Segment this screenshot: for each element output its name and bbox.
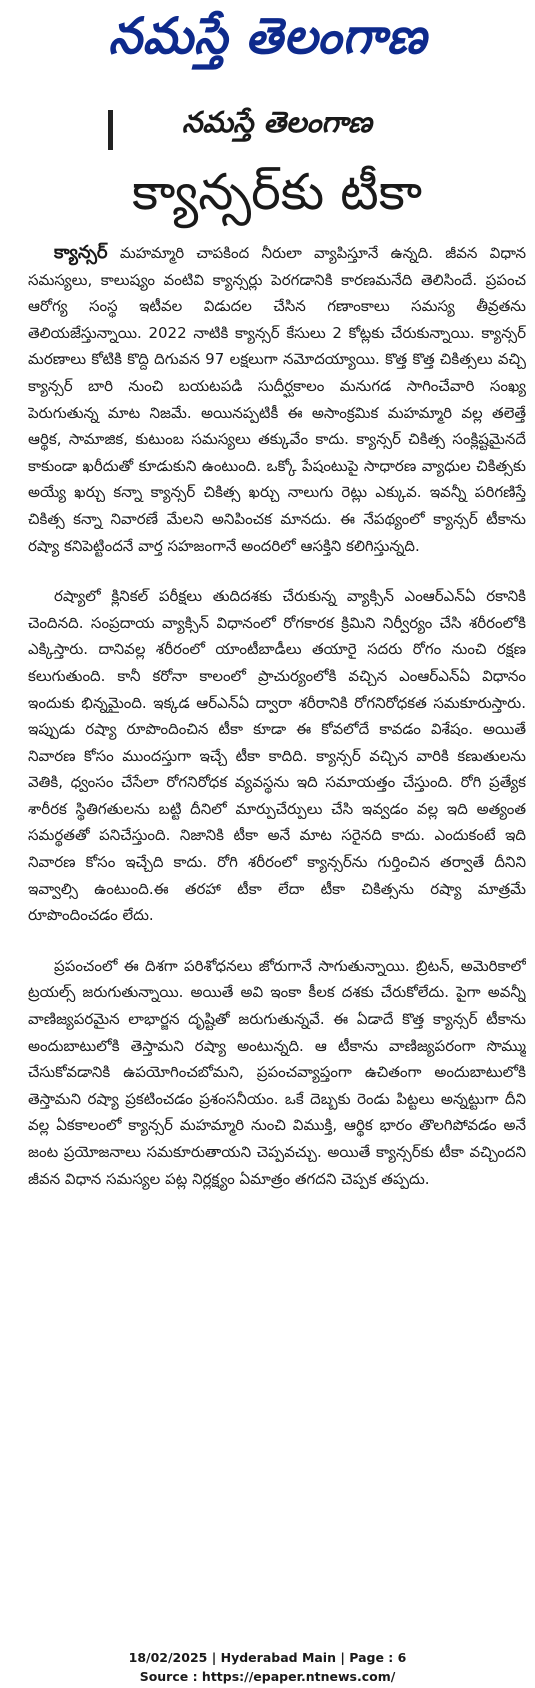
footer-edition-info: 18/02/2025 | Hyderabad Main | Page : 6 bbox=[128, 1650, 407, 1665]
article-headline bbox=[28, 158, 526, 238]
footer-source-link[interactable]: Source : https://epaper.ntnews.com/ bbox=[139, 1669, 396, 1684]
article-paragraph-3: ప్రపంచంలో ఈ దిశగా పరిశోధనలు జోరుగానే సాగుతున్నాయి. బ్రిటన్, అమెరికాలో ట్రయల్స్ జరుగుతున్నాయి. అయితే అవి ఇంకా కీలక దశకు చేరుకోలేదు. పైగా అవన్నీ వాణిజ్యపరమైన లాభార్జన దృష్టితో జరుగుతున్నవే. ఈ ఏడాదే కొత్త క్యాన్సర్ టీకాను అందుబాటులోకి తెస్తామని రష్యా అంటున్నది. ఆ టీకాను వాణిజ్యపరంగా సొమ్ము చేసుకోవడానికి ఉపయోగించబోమని, ప్రపంచవ్యాప్తంగా ఉచితంగా అందుబాటులోకి తెస్తామని రష్యా ప్రకటించడం ప్రశంసనీయం. ఒకే దెబ్బకు రెండు పిట్టలు అన్నట్టుగా దీని వల్ల ఏకకాలంలో క్యాన్సర్ మహమ్మారి నుంచి విముక్తి, ఆర్థిక భారం తొలగిపోవడం అనే జంట ప్రయోజనాలు సమకూరుతాయని చెప్పవచ్చు. అయితే క్యాన్సర్‌కు టీకా వచ్చిందని జీవన విధాన సమస్యల పట్ల నిర్లక్ష్యం ఏమాత్రం తగదని చెప్పక తప్పదు. bbox=[28, 956, 526, 1188]
article-body bbox=[28, 240, 526, 1192]
article-paragraph-1-text: మహమ్మారి చాపకింద నీరులా వ్యాపిస్తూనే ఉన్నది. జీవన విధాన సమస్యలు, కాలుష్యం వంటివి క్యాన్సర్లు పెరగడానికి కారణమనేది తెలిసిందే. ప్రపంచ ఆరోగ్య సంస్థ ఇటీవల విడుదల చేసిన గణాంకాలు సమస్య తీవ్రతను తెలియజేస్తున్నాయి. 2022 నాటికి క్యాన్సర్ కేసులు 2 కోట్లకు చేరుకున్నాయి. క్యాన్సర్ మరణాలు కోటికి కొద్ది దిగువన 97 లక్షలుగా నమోదయ్యాయి. కొత్త కొత్త చికిత్సలు వచ్చి క్యాన్సర్ బారి నుంచి బయటపడి సుదీర్ఘకాలం మనుగడ సాగించేవారి సంఖ్య పెరుగుతున్న మాట నిజమే. అయినప్పటికీ ఈ అసాంక్రమిక మహమ్మారి వల్ల తలెత్తే ఆర్థిక, సామాజిక, కుటుంబ సమస్యలు తక్కువేం కాదు. క్యాన్సర్ చికిత్స సంక్లిష్టమైనదే కాకుండా ఖరీదుతో కూడుకుని ఉంటుంది. ఒక్కో పేషంటుపై సాధారణ వ్యాధుల చికిత్సకు అయ్యే ఖర్చు కన్నా క్యాన్సర్ చికిత్స ఖర్చు నాలుగు రెట్లు ఎక్కువ. ఇవన్నీ పరిగణిస్తే చికిత్స కన్నా నివారణే మేలని అనిపించక మానదు. ఈ నేపథ్యంలో క్యాన్సర్ టీకాను రష్యా కనిపెట్టిందనే వార్త సహజంగానే అందరిలో ఆసక్తిని కలిగిస్తున్నది. bbox=[28, 244, 526, 555]
news-clipping bbox=[28, 100, 526, 1645]
article-paragraph-2: రష్యాలో క్లినికల్ పరీక్షలు తుదిదశకు చేరుకున్న వ్యాక్సిన్ ఎంఆర్ఎన్ఏ రకానికి చెందినది. సంప్రదాయ వ్యాక్సిన్ విధానంలో రోగకారక క్రిమిని నిర్వీర్యం చేసి శరీరంలోకి ఎక్కిస్తారు. దానివల్ల శరీరంలో యాంటీబాడీలు తయారై సదరు రోగం నుంచి రక్షణ కలుగుతుంది. కానీ కరోనా కాలంలో ప్రాచుర్యంలోకి వచ్చిన ఎంఆర్ఎన్ఏ విధానం ఇందుకు భిన్నమైంది. ఇక్కడ ఆర్ఎన్ఏ ద్వారా శరీరానికి రోగనిరోధకత సమకూరుస్తారు. ఇప్పుడు రష్యా రూపొందించిన టీకా కూడా ఈ కోవలోదే కావడం విశేషం. అయితే నివారణ కోసం ముందస్తుగా ఇచ్చే టీకా కాదిది. క్యాన్సర్ వచ్చిన వారికి కణుతులను వెతికి, ధ్వంసం చేసేలా రోగనిరోధక వ్యవస్థను ఇది సమాయత్తం చేస్తుంది. రోగి ప్రత్యేక శారీరక స్థితిగతులను బట్టి దీనిలో మార్పుచేర్పులు చేసి ఇవ్వడం వల్ల ఇది అత్యంత సమర్థతతో పనిచేస్తుంది. నిజానికి టీకా అనే మాట సరైనది కాదు. ఎందుకంటే ఇది నివారణ కోసం ఇచ్చేది కాదు. రోగి శరీరంలో క్యాన్సర్‌ను గుర్తించిన తర్వాతే దీనిని ఇవ్వాల్సి ఉంటుంది.ఈ తరహా టీకా లేదా టీకా చికిత్సను రష్యా మాత్రమే రూపొందించడం లేదు. bbox=[28, 587, 526, 925]
masthead bbox=[0, 0, 535, 84]
masthead-title: నమస్తే తెలంగాణ bbox=[108, 6, 427, 65]
article-paragraph-1 bbox=[28, 240, 526, 559]
article-lead-word: క్యాన్సర్ bbox=[54, 242, 108, 263]
clip-brand bbox=[28, 100, 526, 152]
clip-brand-text: నమస్తే తెలంగాణ bbox=[182, 105, 372, 139]
page-footer bbox=[0, 1648, 535, 1686]
article-headline-text: క్యాన్సర్‌కు టీకా bbox=[131, 162, 423, 221]
